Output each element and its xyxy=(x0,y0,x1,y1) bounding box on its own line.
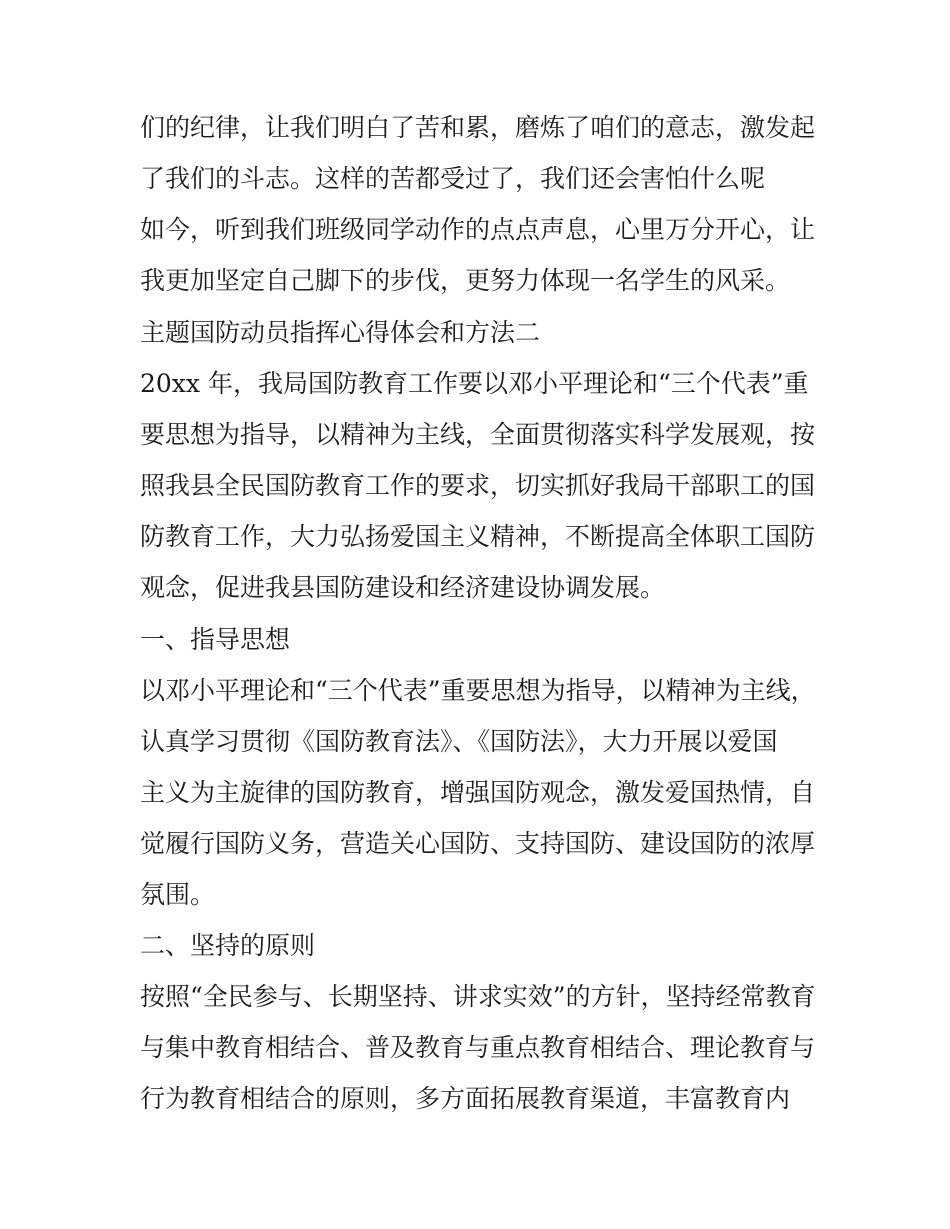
text-line: 观念，促进我县国防建设和经济建设协调发展。 xyxy=(140,573,666,602)
text-line: 行为教育相结合的原则，多方面拓展教育渠道，丰富教育内 xyxy=(140,1084,791,1113)
section-heading: 一、指导思想 xyxy=(140,625,291,654)
text-line: 了我们的斗志。这样的苦都受过了，我们还会害怕什么呢 xyxy=(140,164,766,193)
text-line: 主义为主旋律的国防教育，增强国防观念，激发爱国热情，自 xyxy=(140,778,816,807)
text-line: 我更加坚定自己脚下的步伐，更努力体现一名学生的风采。 xyxy=(140,266,791,295)
text-line: 照我县全民国防教育工作的要求，切实抓好我局干部职工的国 xyxy=(140,471,816,500)
text-line: 与集中教育相结合、普及教育与重点教育相结合、理论教育与 xyxy=(140,1033,816,1062)
text-line: 觉履行国防义务，营造关心国防、支持国防、建设国防的浓厚 xyxy=(140,829,816,858)
text-line: 氛围。 xyxy=(140,880,216,909)
section-heading: 主题国防动员指挥心得体会和方法二 xyxy=(140,318,541,347)
text-line: 要思想为指导，以精神为主线，全面贯彻落实科学发展观，按 xyxy=(140,420,816,449)
text-line: 按照“全民参与、长期坚持、讲求实效”的方针，坚持经常教育 xyxy=(140,982,816,1011)
text-line: 如今，听到我们班级同学动作的点点声息，心里万分开心，让 xyxy=(140,215,816,244)
text-line: 防教育工作，大力弘扬爱国主义精神，不断提高全体职工国防 xyxy=(140,522,816,551)
text-line: 认真学习贯彻《国防教育法》、《国防法》，大力开展以爱国 xyxy=(140,727,778,756)
section-heading: 二、坚持的原则 xyxy=(140,931,316,960)
text-line: 们的纪律，让我们明白了苦和累，磨炼了咱们的意志，激发起 xyxy=(140,113,816,142)
text-line: 以邓小平理论和“三个代表”重要思想为指导，以精神为主线， xyxy=(140,676,816,705)
text-line: 20xx 年，我局国防教育工作要以邓小平理论和“三个代表”重 xyxy=(140,369,809,398)
